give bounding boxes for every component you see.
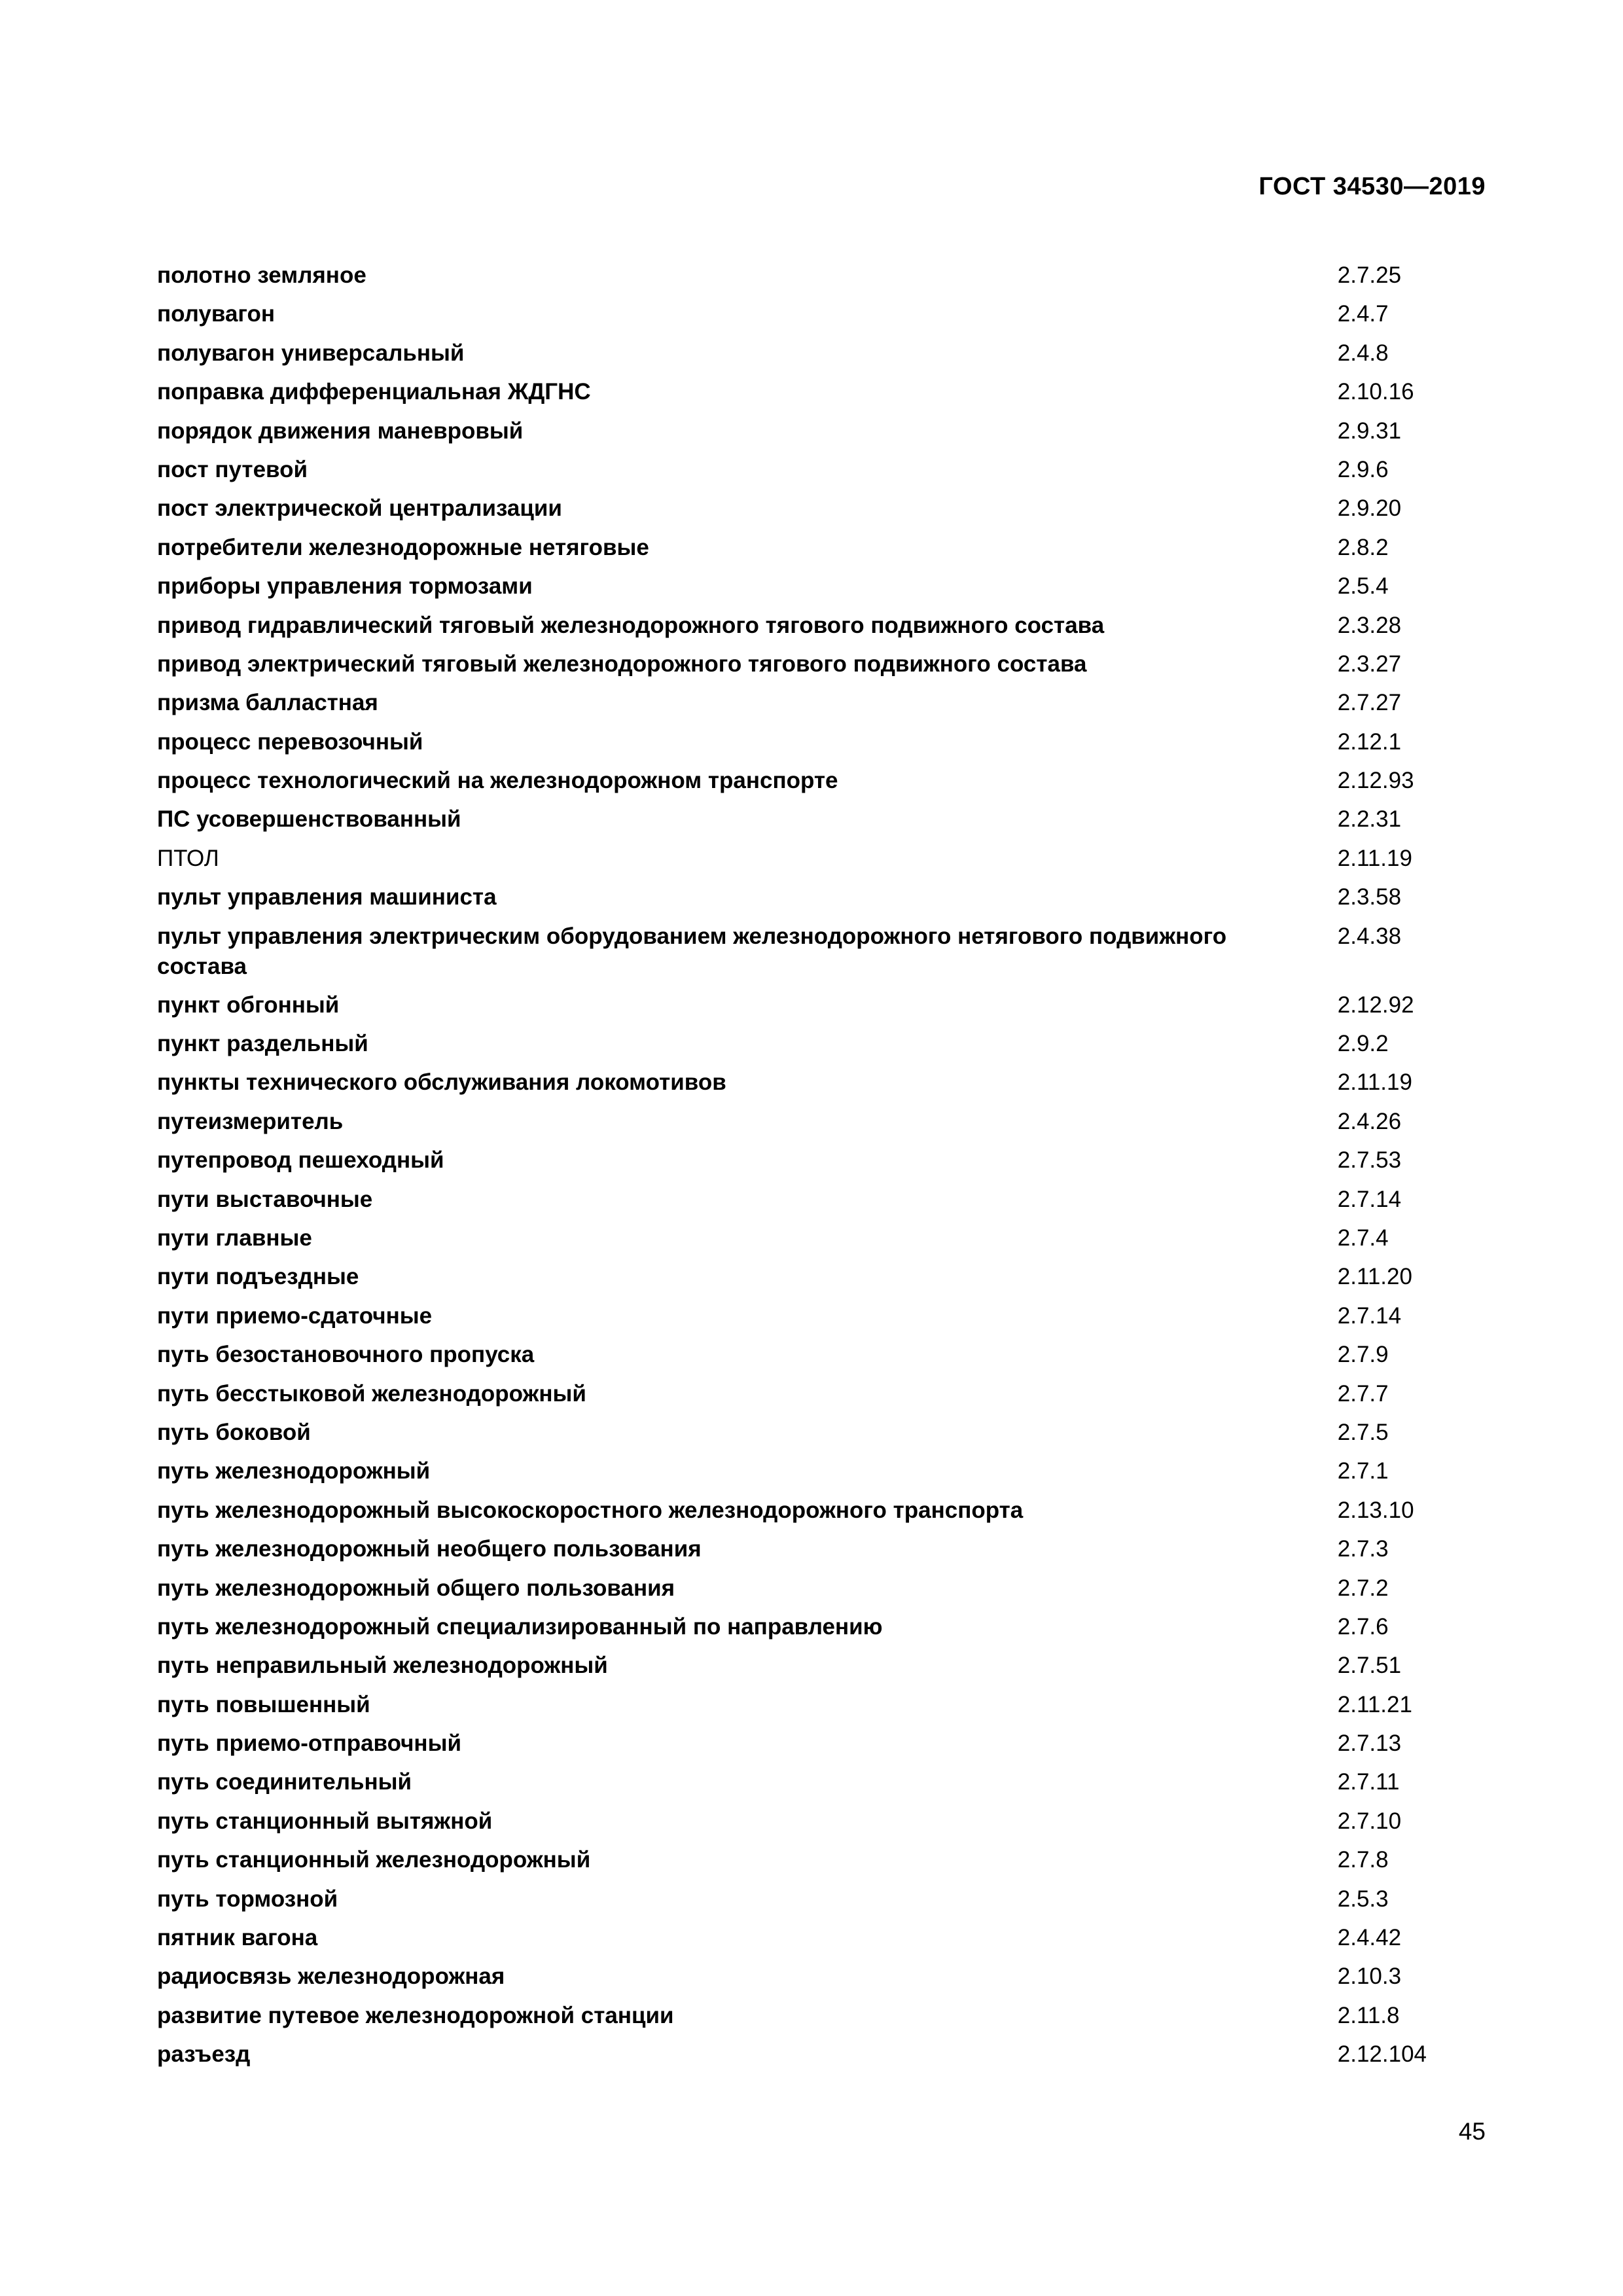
index-term-reference: 2.9.2 (1337, 1031, 1389, 1057)
index-term-reference: 2.8.2 (1337, 534, 1389, 560)
index-entry-row (157, 844, 1486, 882)
index-entry-row (157, 1107, 1486, 1145)
index-entry-row (157, 1729, 1486, 1767)
index-entry-row (157, 1884, 1486, 1923)
index-entry-row (157, 533, 1486, 571)
index-term: пути главные (157, 1225, 312, 1251)
index-term: пятник вагона (157, 1925, 318, 1951)
index-term: путь станционный вытяжной (157, 1808, 493, 1834)
index-entry-row (157, 922, 1486, 990)
index-term-reference: 2.11.19 (1337, 845, 1412, 871)
index-term-reference: 2.7.13 (1337, 1731, 1402, 1757)
index-entry-row (157, 338, 1486, 377)
index-term: путь железнодорожный высокоскоростного железнодорожного транспорта (157, 1497, 1024, 1523)
index-term-reference: 2.7.4 (1337, 1225, 1389, 1251)
index-term-reference: 2.12.104 (1337, 2041, 1427, 2068)
index-entry-row (157, 1612, 1486, 1651)
index-entry-row (157, 1145, 1486, 1184)
index-term: призма балластная (157, 690, 378, 716)
index-entry-row (157, 1301, 1486, 1340)
index-term-reference: 2.13.10 (1337, 1497, 1414, 1523)
index-entry-row (157, 377, 1486, 416)
index-entry-row (157, 990, 1486, 1029)
index-term-reference: 2.7.3 (1337, 1536, 1389, 1562)
index-term: путь тормозной (157, 1886, 338, 1912)
index-term: пульт управления электрическим оборудованием железнодорожного нетягового подвижного состава (157, 923, 1227, 979)
index-term: полувагон универсальный (157, 340, 465, 366)
index-term-reference: 2.11.21 (1337, 1691, 1412, 1717)
index-term: путь боковой (157, 1419, 311, 1445)
index-term-reference: 2.7.53 (1337, 1147, 1402, 1174)
index-entry-row (157, 455, 1486, 493)
index-entry-row (157, 649, 1486, 688)
index-entry-row (157, 688, 1486, 726)
index-term: пути приемо-сдаточные (157, 1302, 433, 1329)
index-term: поправка дифференциальная ЖДГНС (157, 379, 591, 405)
index-term: пульт управления машиниста (157, 884, 497, 910)
index-term: полувагон (157, 301, 276, 327)
index-term: привод электрический тяговый железнодорожного тягового подвижного состава (157, 651, 1087, 677)
index-entry-row (157, 493, 1486, 532)
index-term: путепровод пешеходный (157, 1147, 444, 1174)
index-entry-row (157, 1767, 1486, 1806)
index-term-reference: 2.7.8 (1337, 1847, 1389, 1873)
index-term: путеизмеритель (157, 1108, 344, 1134)
index-term: путь повышенный (157, 1691, 370, 1717)
index-entry-row (157, 2001, 1486, 2039)
index-term-reference: 2.7.9 (1337, 1342, 1389, 1368)
alphabetical-term-index (157, 260, 1486, 2079)
index-term: путь соединительный (157, 1769, 412, 1795)
index-entry-row (157, 1573, 1486, 1612)
index-term: путь неправильный железнодорожный (157, 1653, 608, 1679)
index-entry-row (157, 1845, 1486, 1884)
index-term-reference: 2.7.14 (1337, 1186, 1402, 1212)
index-term-reference: 2.12.1 (1337, 728, 1402, 755)
index-entry-row (157, 1651, 1486, 1689)
index-entry-row (157, 804, 1486, 843)
index-term-reference: 2.3.58 (1337, 884, 1402, 910)
index-term-reference: 2.3.27 (1337, 651, 1402, 677)
index-term-reference: 2.7.1 (1337, 1458, 1389, 1484)
index-term-reference: 2.7.10 (1337, 1808, 1402, 1834)
index-entry-row (157, 1379, 1486, 1418)
index-term: радиосвязь железнодорожная (157, 1964, 505, 1990)
index-term-reference: 2.11.20 (1337, 1264, 1412, 1290)
index-entry-row (157, 1496, 1486, 1534)
index-term-reference: 2.12.93 (1337, 768, 1414, 794)
index-entry-row (157, 1067, 1486, 1106)
index-term: потребители железнодорожные нетяговые (157, 534, 649, 560)
index-entry-row (157, 727, 1486, 766)
index-term: разъезд (157, 2041, 251, 2068)
index-entry-row (157, 1262, 1486, 1300)
index-term: путь железнодорожный специализированный по направлению (157, 1613, 883, 1640)
index-entry-row (157, 1690, 1486, 1729)
index-term: путь приемо-отправочный (157, 1731, 461, 1757)
index-term-reference: 2.7.6 (1337, 1613, 1389, 1640)
index-term: пути подъездные (157, 1264, 359, 1290)
index-term-reference: 2.4.38 (1337, 923, 1402, 949)
index-term-reference: 2.4.8 (1337, 340, 1389, 366)
index-term: пункты технического обслуживания локомотивов (157, 1069, 726, 1096)
index-entry-row (157, 766, 1486, 804)
index-entry-row (157, 1962, 1486, 2000)
page-number: 45 (1458, 2118, 1486, 2145)
index-term-reference: 2.9.6 (1337, 456, 1389, 482)
index-term: процесс перевозочный (157, 728, 423, 755)
index-entry-row (157, 1340, 1486, 1378)
index-entry-row (157, 416, 1486, 455)
index-entry-row (157, 1923, 1486, 1962)
index-term: пост путевой (157, 456, 308, 482)
index-term-reference: 2.7.25 (1337, 262, 1402, 288)
index-term-reference: 2.4.26 (1337, 1108, 1402, 1134)
index-term-reference: 2.2.31 (1337, 806, 1402, 833)
index-term-reference: 2.7.11 (1337, 1769, 1400, 1795)
index-term-reference: 2.10.16 (1337, 379, 1414, 405)
index-term: пост электрической централизации (157, 495, 562, 522)
index-term: полотно земляное (157, 262, 366, 288)
index-entry-row (157, 882, 1486, 921)
index-entry-row (157, 1456, 1486, 1495)
index-term-reference: 2.9.31 (1337, 418, 1402, 444)
index-term: путь железнодорожный (157, 1458, 431, 1484)
index-term: ПС усовершенствованный (157, 806, 461, 833)
index-term-reference: 2.9.20 (1337, 495, 1402, 522)
index-term-reference: 2.11.8 (1337, 2002, 1400, 2028)
index-term: ПТОЛ (157, 845, 219, 871)
index-term-reference: 2.5.4 (1337, 573, 1389, 600)
index-body (157, 260, 1486, 2079)
index-term: путь железнодорожный общего пользования (157, 1575, 675, 1601)
document-standard-header: ГОСТ 34530—2019 (1258, 173, 1486, 200)
index-term-reference: 2.7.14 (1337, 1302, 1402, 1329)
index-term: процесс технологический на железнодорожном транспорте (157, 768, 838, 794)
index-term-reference: 2.7.51 (1337, 1653, 1402, 1679)
index-term: привод гидравлический тяговый железнодорожного тягового подвижного состава (157, 612, 1105, 638)
index-entry-row (157, 1029, 1486, 1067)
index-term-reference: 2.7.7 (1337, 1380, 1389, 1407)
index-term-reference: 2.7.27 (1337, 690, 1402, 716)
index-term-reference: 2.7.2 (1337, 1575, 1389, 1601)
index-term-reference: 2.5.3 (1337, 1886, 1389, 1912)
index-entry-row (157, 260, 1486, 299)
index-term: пункт обгонный (157, 992, 340, 1018)
index-term-reference: 2.4.42 (1337, 1925, 1402, 1951)
index-term: путь железнодорожный необщего пользования (157, 1536, 702, 1562)
index-entry-row (157, 611, 1486, 649)
index-term: пути выставочные (157, 1186, 373, 1212)
index-entry-row (157, 1185, 1486, 1223)
index-term: развитие путевое железнодорожной станции (157, 2002, 674, 2028)
index-entry-row (157, 571, 1486, 610)
index-term-reference: 2.11.19 (1337, 1069, 1412, 1096)
index-term: приборы управления тормозами (157, 573, 533, 600)
index-entry-row (157, 1806, 1486, 1845)
index-entry-row (157, 299, 1486, 338)
index-term: путь безостановочного пропуска (157, 1342, 535, 1368)
index-term: путь бесстыковой железнодорожный (157, 1380, 586, 1407)
index-term-reference: 2.10.3 (1337, 1964, 1402, 1990)
index-term: пункт раздельный (157, 1031, 368, 1057)
index-term-reference: 2.3.28 (1337, 612, 1402, 638)
index-term-reference: 2.7.5 (1337, 1419, 1389, 1445)
index-entry-row (157, 1418, 1486, 1456)
index-term: порядок движения маневровый (157, 418, 524, 444)
index-term: путь станционный железнодорожный (157, 1847, 591, 1873)
index-entry-row (157, 1223, 1486, 1262)
index-entry-row (157, 1534, 1486, 1573)
index-term-reference: 2.12.92 (1337, 992, 1414, 1018)
index-entry-row (157, 2039, 1486, 2078)
index-term-reference: 2.4.7 (1337, 301, 1389, 327)
